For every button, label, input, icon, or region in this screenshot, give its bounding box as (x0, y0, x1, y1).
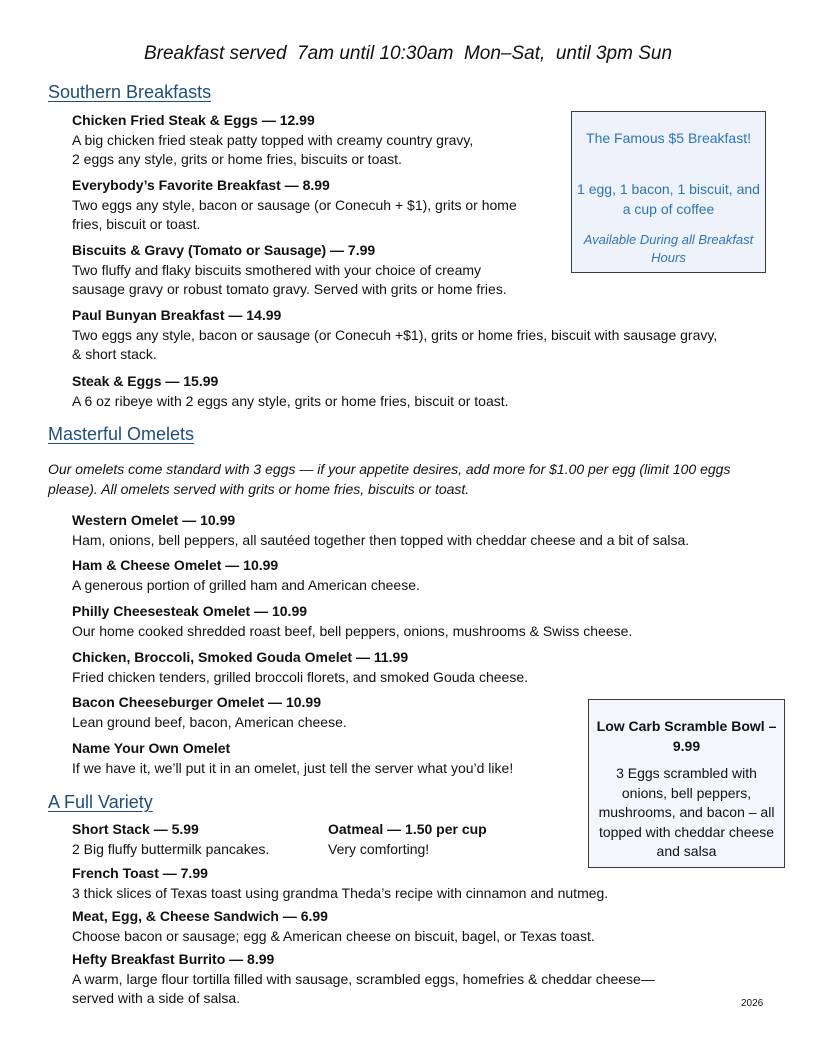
item-name: Philly Cheesesteak Omelet — 10.99 (72, 603, 308, 619)
item-name: Oatmeal — 1.50 per cup (328, 821, 487, 837)
lowcarb-title: Low Carb Scramble Bowl – 9.99 (596, 718, 777, 754)
promo-description: 1 egg, 1 bacon, 1 biscuit, and a cup of coffee (577, 181, 760, 217)
promo-title: The Famous $5 Breakfast! (586, 130, 751, 146)
item-name: Ham & Cheese Omelet — 10.99 (72, 557, 279, 573)
item-description: Two eggs any style, bacon or sausage (or Conecuh +$1), grits or home fries, biscuit with sausage gravy, (72, 326, 718, 343)
item-description-line2: 2 eggs any style, grits or home fries, biscuits or toast. (72, 151, 402, 167)
menu-item-steak-eggs (72, 372, 509, 411)
item-name: French Toast — 7.99 (72, 865, 208, 881)
menu-item-western-omelet (72, 511, 689, 550)
item-description: Two eggs any style, bacon or sausage (or Conecuh + $1), grits or home (72, 196, 517, 213)
item-name: Everybody’s Favorite Breakfast — 8.99 (72, 177, 330, 193)
item-description: Ham, onions, bell peppers, all sautéed together then topped with cheddar cheese and a bit of salsa. (72, 531, 690, 548)
item-description: Fried chicken tenders, grilled broccoli florets, and smoked Gouda cheese. (72, 668, 529, 685)
item-description: If we have it, we’ll put it in an omelet, just tell the server what you’d like! (72, 759, 514, 776)
promo-box-low-carb-scramble (588, 699, 785, 868)
item-description: Lean ground beef, bacon, American cheese. (72, 713, 347, 730)
menu-item-everybodys-favorite (72, 176, 517, 235)
item-name: Chicken, Broccoli, Smoked Gouda Omelet — 11.99 (72, 649, 409, 665)
item-description-line2: served with a side of salsa. (72, 990, 241, 1006)
item-description-line2: sausage gravy or robust tomato gravy. Served with grits or home fries. (72, 281, 507, 297)
item-name: Biscuits & Gravy (Tomato or Sausage) — 7.99 (72, 242, 376, 258)
section-title-southern: Southern Breakfasts (48, 82, 212, 102)
service-hours: Breakfast served 7am until 10:30am Mon–Sat, until 3pm Sun (143, 43, 673, 64)
item-description: 2 Big fluffy buttermilk pancakes. (72, 840, 270, 857)
menu-item-short-stack (72, 820, 269, 859)
item-name: Name Your Own Omelet (72, 740, 231, 756)
menu-item-bacon-cheeseburger-omelet (72, 693, 347, 732)
menu-item-oatmeal (328, 820, 487, 859)
menu-item-sandwich (72, 907, 595, 946)
menu-item-chicken-fried-steak (72, 111, 473, 170)
year-label: 2026 (741, 998, 764, 1009)
section-title-variety: A Full Variety (48, 792, 153, 812)
menu-item-french-toast (72, 864, 608, 903)
menu-item-philly-omelet (72, 602, 632, 641)
item-description: Choose bacon or sausage; egg & American cheese on biscuit, bagel, or Texas toast. (72, 927, 595, 944)
menu-item-chicken-broccoli-omelet (72, 648, 528, 687)
item-name: Bacon Cheeseburger Omelet — 10.99 (72, 694, 321, 710)
menu-item-name-your-own-omelet (72, 739, 513, 778)
omelets-intro: Our omelets come standard with 3 eggs — if your appetite desires, add more for $1.00 per egg (limit 100 eggs please). All omelets served with grits or home fries, biscuits or toast. (48, 461, 731, 497)
menu-item-biscuits-gravy (72, 241, 507, 300)
promo-note: Available During all Breakfast Hours (583, 232, 754, 265)
item-description: 3 thick slices of Texas toast using grandma Theda’s recipe with cinnamon and nutmeg. (72, 884, 609, 901)
item-description: A generous portion of grilled ham and American cheese. (72, 576, 420, 593)
item-description: A 6 oz ribeye with 2 eggs any style, grits or home fries, biscuit or toast. (72, 392, 509, 409)
item-description: A big chicken fried steak patty topped with creamy country gravy, (72, 131, 474, 148)
item-name: Meat, Egg, & Cheese Sandwich — 6.99 (72, 908, 328, 924)
section-title-omelets: Masterful Omelets (48, 424, 195, 444)
menu-item-paul-bunyan (72, 306, 717, 365)
promo-box-five-dollar-breakfast (571, 111, 766, 273)
lowcarb-description: 3 Eggs scrambled with onions, bell peppers, mushrooms, and bacon – all topped with cheddar cheese and salsa (598, 765, 775, 859)
item-name: Short Stack — 5.99 (72, 821, 199, 837)
item-description: Two fluffy and flaky biscuits smothered with your choice of creamy (72, 261, 482, 278)
item-description: A warm, large flour tortilla filled with sausage, scrambled eggs, homefries & cheddar cheese— (72, 970, 655, 987)
item-name: Western Omelet — 10.99 (72, 512, 236, 528)
item-description: Our home cooked shredded roast beef, bell peppers, onions, mushrooms & Swiss cheese. (72, 622, 633, 639)
item-name: Hefty Breakfast Burrito — 8.99 (72, 951, 275, 967)
menu-item-breakfast-burrito (72, 950, 655, 1009)
item-description-line2: fries, biscuit or toast. (72, 216, 201, 232)
item-name: Steak & Eggs — 15.99 (72, 373, 219, 389)
item-description-line2: & short stack. (72, 346, 157, 362)
item-name: Chicken Fried Steak & Eggs — 12.99 (72, 112, 315, 128)
item-name: Paul Bunyan Breakfast — 14.99 (72, 307, 282, 323)
item-description: Very comforting! (328, 840, 430, 857)
menu-item-ham-cheese-omelet (72, 556, 420, 595)
